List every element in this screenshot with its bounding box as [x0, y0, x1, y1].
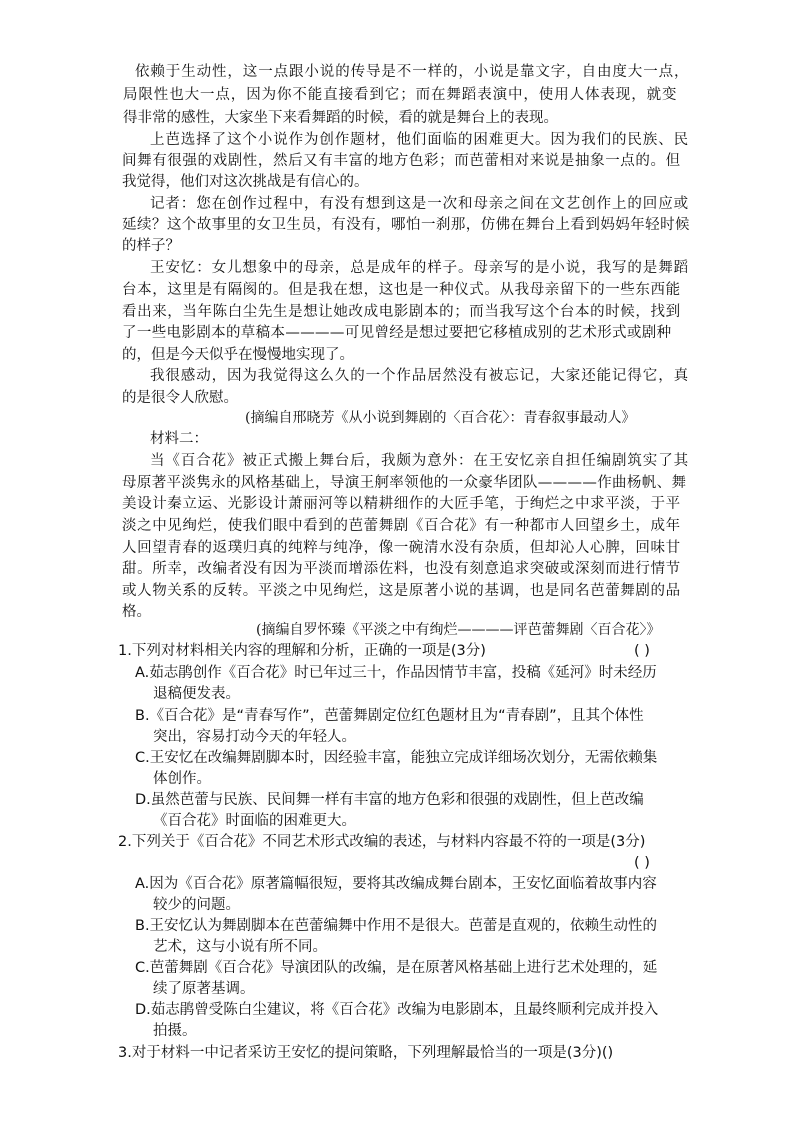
- passage-line: 我很感动，因为我觉得这么久的一个作品居然没有被忘记，大家还能记得它，真: [150, 368, 689, 384]
- passage-line: 人回望青春的返璞归真的纯粹与纯净，像一碗清水没有杂质，但却沁人心脾，回味甘: [122, 540, 681, 556]
- question-1-option-a-cont: 退稿便发表。: [153, 686, 240, 702]
- question-2-option-b-cont: 艺术，这与小说有所不同。: [153, 939, 327, 955]
- passage-line: 局限性也大一点，因为你不能直接看到它；而在舞蹈表演中，使用人体表现，就变: [123, 87, 678, 103]
- passage-line: 得非常的感性，大家坐下来看舞蹈的时候，看的就是舞台上的表现。: [123, 110, 558, 126]
- material-two-label: 材料二：: [150, 431, 208, 447]
- passage-line: 甜。所幸，改编者没有因为平淡而增添佐料，也没有刻意追求突破或深刻而进行情节: [122, 561, 681, 577]
- passage-line: 了一些电影剧本的草稿本————可见曾经是想过要把它移植成别的艺术形式或剧种: [122, 325, 672, 341]
- question-2-option-d-cont: 拍摄。: [153, 1023, 197, 1039]
- passage-line: 的是很令人欣慰。: [122, 390, 238, 406]
- passage-line: 的，但是今天似乎在慢慢地实现了。: [122, 347, 354, 363]
- question-2-option-b[interactable]: B.王安忆认为舞剧脚本在芭蕾编舞中作用不是很大。芭蕾是直观的，依赖生动性的: [135, 918, 658, 934]
- question-2-answer-paren[interactable]: ( ): [634, 855, 650, 871]
- passage-line: 的样子？: [122, 238, 180, 254]
- passage-line: 或人物关系的反转。平淡之中见绚烂，这是原著小说的基调，也是同名芭蕾舞剧的品: [122, 583, 681, 599]
- question-1-option-d[interactable]: D.虽然芭蕾与民族、民间舞一样有丰富的地方色彩和很强的戏剧性，但上芭改编: [135, 792, 644, 808]
- question-1-option-d-cont: 《百合花》时面临的困难更大。: [153, 813, 356, 829]
- question-1-answer-paren[interactable]: ( ): [634, 643, 650, 659]
- passage-line: 格。: [122, 604, 151, 620]
- passage-line: 美设计秦立运、光影设计萧丽河等以精耕细作的大匠手笔，于绚烂之中求平淡，于平: [122, 496, 681, 512]
- question-1-option-b[interactable]: B.《百合花》是“青春写作”，芭蕾舞剧定位红色题材且为“青春剧”，且其个体性: [135, 708, 644, 724]
- question-1-option-b-cont: 突出，容易打动今天的年轻人。: [153, 729, 356, 745]
- question-2-option-a[interactable]: A.因为《百合花》原著篇幅很短，要将其改编成舞台剧本，王安忆面临着故事内容: [135, 876, 657, 892]
- passage-line: 上芭选择了这个小说作为创作题材，他们面临的困难更大。因为我们的民族、民: [150, 132, 689, 148]
- question-2-option-c-cont: 续了原著基调。: [153, 981, 255, 997]
- source-citation-1: (摘编自邢晓芳《从小说到舞剧的〈百合花〉：青春叙事最动人》: [245, 410, 636, 426]
- question-2-option-c[interactable]: C.芭蕾舞剧《百合花》导演团队的改编，是在原著风格基础上进行艺术处理的，延: [135, 960, 658, 976]
- question-2-stem: 2.下列关于《百合花》不同艺术形式改编的表述，与材料内容最不符的一项是(3分): [118, 834, 646, 850]
- passage-line: 台本，这里是有隔阂的。但是我在想，这也是一种仪式。从我母亲留下的一些东西能: [122, 282, 681, 298]
- passage-line: 记者：您在创作过程中，有没有想到这是一次和母亲之间在文艺创作上的回应或: [150, 196, 689, 212]
- passage-line: 母原著平淡隽永的风格基础上，导演王舸率领他的一众豪华团队————作曲杨帆、舞: [122, 475, 687, 491]
- question-1-option-c[interactable]: C.王安忆在改编舞剧脚本时，因经验丰富，能独立完成详细场次划分，无需依赖集: [135, 750, 658, 766]
- question-3-stem: 3.对于材料一中记者采访王安忆的提问策略，下列理解最恰当的一项是(3分)(): [118, 1045, 614, 1061]
- question-1-option-a[interactable]: A.茹志鹃创作《百合花》时已年过三十，作品因情节丰富，投稿《延河》时未经历: [135, 665, 657, 681]
- passage-line: 依赖于生动性，这一点跟小说的传导是不一样的，小说是靠文字，自由度大一点，: [135, 64, 690, 80]
- passage-line: 我觉得，他们对这次挑战是有信心的。: [122, 174, 369, 190]
- question-1-option-c-cont: 体创作。: [153, 771, 211, 787]
- passage-line: 延续？这个故事里的女卫生员，有没有，哪怕一刹那，仿佛在舞台上看到妈妈年轻时候: [122, 217, 690, 233]
- passage-line: 看出来，当年陈白尘先生是想让她改成电影剧本的；而当我写这个台本的时候，找到: [122, 304, 681, 320]
- passage-line: 间舞有很强的戏剧性，然后又有丰富的地方色彩；而芭蕾相对来说是抽象一点的。但: [122, 153, 681, 169]
- question-2-option-a-cont: 较少的问题。: [153, 897, 240, 913]
- passage-line: 当《百合花》被正式搬上舞台后，我颇为意外：在王安忆亲自担任编剧筑实了其: [150, 453, 689, 469]
- question-2-option-d[interactable]: D.茹志鹃曾受陈白尘建议，将《百合花》改编为电影剧本，且最终顺利完成并投入: [135, 1002, 659, 1018]
- question-1-stem: 1.下列对材料相关内容的理解和分析，正确的一项是(3分): [118, 643, 486, 659]
- source-citation-2: (摘编自罗怀臻《平淡之中有绚烂————评芭蕾舞剧〈百合花〉》: [256, 622, 661, 638]
- passage-line: 王安忆：女儿想象中的母亲，总是成年的样子。母亲写的是小说，我写的是舞蹈: [150, 260, 689, 276]
- passage-line: 淡之中见绚烂，使我们眼中看到的芭蕾舞剧《百合花》有一种都市人回望乡土，成年: [122, 518, 681, 534]
